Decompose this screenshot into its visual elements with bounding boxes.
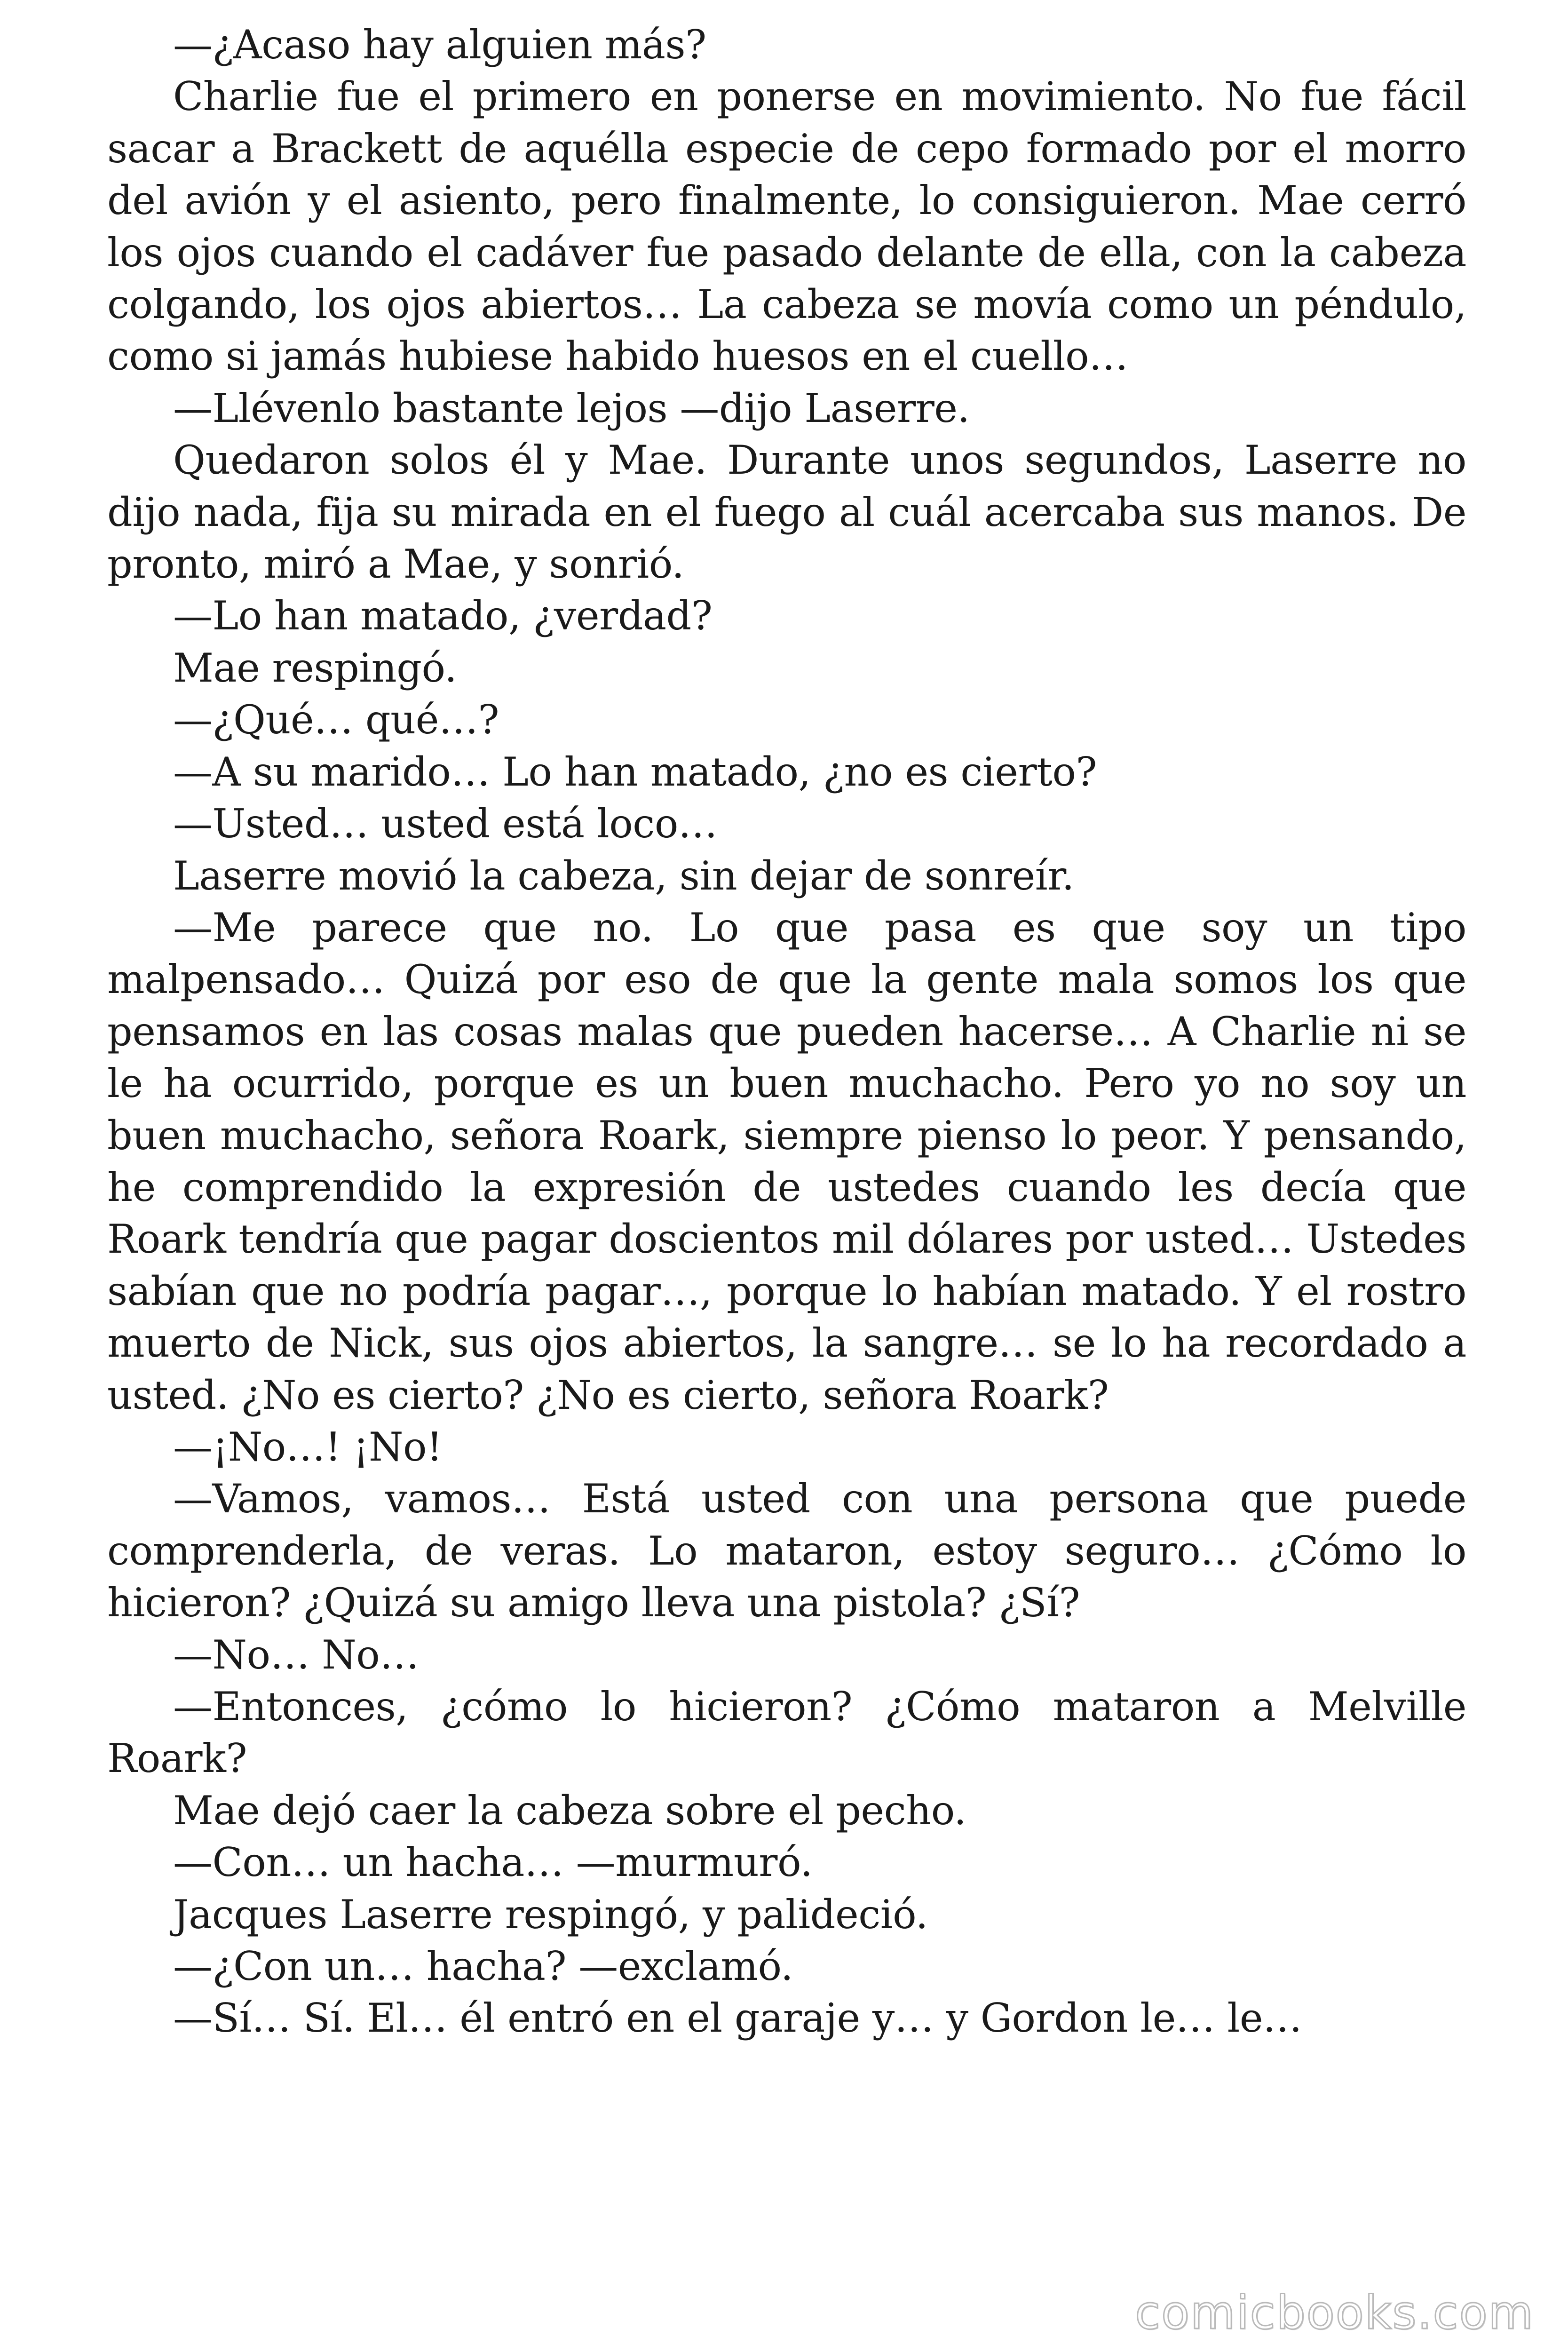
paragraph: —Entonces, ¿cómo lo hicieron? ¿Cómo mataron a Melville Roark?: [107, 1684, 1466, 1782]
paragraph: Laserre movió la cabeza, sin dejar de sonreír.: [173, 852, 1074, 899]
paragraph: Quedaron solos él y Mae. Durante unos segundos, Laserre no dijo nada, fija su mirada en el fuego al cuál acercaba sus manos. De pronto, miró a Mae, y sonrió.: [107, 437, 1466, 588]
paragraph: —Usted… usted está loco…: [173, 801, 718, 847]
paragraph: —Con… un hacha… —murmuró.: [173, 1839, 813, 1886]
paragraph: Charlie fue el primero en ponerse en movimiento. No fue fácil sacar a Brackett de aquélla especie de cepo formado por el morro del avión y el asiento, pero finalmente, lo consiguieron. Mae cerró los ojos cuando el cadáver fue pasado delante de ella, con la cabeza colgando, los ojos abiertos… La cabeza se movía como un péndulo, como si jamás hubiese habido huesos en el cuello…: [107, 73, 1466, 380]
watermark: comicbooks.com: [1135, 2286, 1534, 2340]
paragraph: Jacques Laserre respingó, y palideció.: [173, 1891, 928, 1938]
paragraph: —Sí… Sí. El… él entró en el garaje y… y Gordon le… le…: [173, 1995, 1302, 2042]
paragraph: Mae dejó caer la cabeza sobre el pecho.: [173, 1787, 966, 1834]
paragraph: —Me parece que no. Lo que pasa es que soy un tipo malpensado… Quizá por eso de que la gente mala somos los que pensamos en las cosas malas que pueden hacerse… A Charlie ni se le ha ocurrido, porque es un buen muchacho. Pero yo no soy un buen muchacho, señora Roark, siempre pienso lo peor. Y pensando, he comprendido la expresión de ustedes cuando les decía que Roark tendría que pagar doscientos mil dólares por usted… Ustedes sabían que no podría pagar…, porque lo habían matado. Y el rostro muerto de Nick, sus ojos abiertos, la sangre… se lo ha recordado a usted. ¿No es cierto? ¿No es cierto, señora Roark?: [107, 904, 1466, 1418]
paragraph: —A su marido… Lo han matado, ¿no es cierto?: [173, 748, 1097, 795]
paragraph: —No… No…: [173, 1631, 419, 1678]
paragraph: —Llévenlo bastante lejos —dijo Laserre.: [173, 385, 970, 431]
paragraph: —Vamos, vamos… Está usted con una persona que puede comprenderla, de veras. Lo mataron, estoy seguro… ¿Cómo lo hicieron? ¿Quizá su amigo lleva una pistola? ¿Sí?: [107, 1476, 1466, 1626]
paragraph: —¿Qué… qué…?: [173, 697, 499, 743]
paragraph: Mae respingó.: [173, 644, 457, 691]
paragraph: —¡No…! ¡No!: [173, 1423, 443, 1470]
page-text: [107, 19, 1466, 2183]
paragraph: —¿Con un… hacha? —exclamó.: [173, 1943, 793, 1990]
paragraph: —¿Acaso hay alguien más?: [173, 22, 706, 68]
paragraph: —Lo han matado, ¿verdad?: [173, 593, 713, 639]
